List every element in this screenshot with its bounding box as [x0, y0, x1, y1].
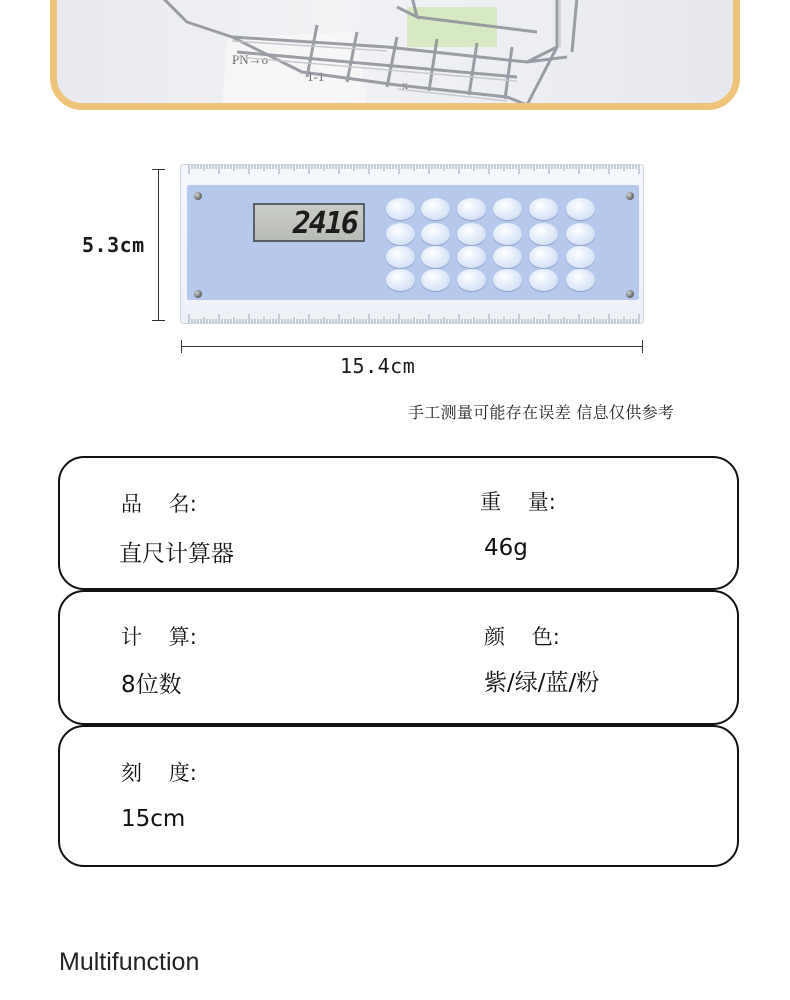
spec-card-compute-color — [58, 590, 739, 725]
calculator-key — [457, 269, 486, 291]
product-photo-card — [50, 0, 740, 110]
svg-text:PN→o: PN→o — [232, 52, 269, 67]
calculator-key — [457, 198, 486, 220]
calculator-key — [421, 223, 450, 245]
width-dimension-line — [181, 346, 643, 347]
screw-icon — [626, 192, 634, 200]
spec-value-compute: 8位数 — [121, 672, 182, 698]
calculator-key — [566, 269, 595, 291]
calculator-key — [386, 269, 415, 291]
spec-value-name: 直尺计算器 — [119, 541, 234, 567]
calculator-display — [253, 203, 365, 242]
calculator-key — [386, 223, 415, 245]
calculator-key — [529, 198, 558, 220]
calculator-key — [421, 246, 450, 268]
spec-label-color: 颜 色: — [484, 625, 560, 649]
calculator-key — [566, 198, 595, 220]
calculator-key — [457, 246, 486, 268]
spec-value-color: 紫/绿/蓝/粉 — [484, 670, 600, 696]
calculator-key — [386, 198, 415, 220]
ruler-scale-top — [181, 165, 644, 183]
display-digits: 2416 — [292, 206, 357, 241]
spec-label-compute: 计 算: — [121, 625, 197, 649]
height-dimension-cap-top — [152, 169, 165, 170]
ruler-scale-bottom — [181, 305, 644, 323]
spec-card-name-weight — [58, 456, 739, 590]
calculator-key — [566, 223, 595, 245]
calculator-key — [493, 198, 522, 220]
measurement-disclaimer: 手工测量可能存在误差 信息仅供参考 — [408, 403, 675, 422]
calculator-key — [493, 269, 522, 291]
spec-value-scale: 15cm — [121, 806, 186, 832]
spec-value-weight: 46g — [484, 535, 528, 561]
spec-label-weight: 重 量: — [480, 490, 556, 514]
height-dimension-line — [158, 169, 159, 320]
calculator-key — [529, 223, 558, 245]
width-dimension-cap-right — [642, 340, 643, 353]
calculator-key — [493, 223, 522, 245]
width-dimension-cap-left — [181, 340, 182, 353]
ruler-calculator — [180, 164, 644, 324]
width-label: 15.4cm — [340, 354, 416, 378]
calculator-key — [529, 269, 558, 291]
calculator-key — [457, 223, 486, 245]
calculator-key — [493, 246, 522, 268]
calculator-key — [421, 198, 450, 220]
height-dimension-cap-bottom — [152, 320, 165, 321]
spec-card-scale — [58, 725, 739, 867]
calculator-key — [421, 269, 450, 291]
calculator-key — [566, 246, 595, 268]
spec-label-scale: 刻 度: — [121, 761, 197, 785]
calculator-key — [529, 246, 558, 268]
screw-icon — [194, 192, 202, 200]
calculator-key — [386, 246, 415, 268]
wire-basket-illustration — [57, 0, 737, 107]
height-label: 5.3cm — [82, 233, 145, 257]
screw-icon — [194, 290, 202, 298]
svg-text:1-1: 1-1 — [307, 69, 325, 84]
section-heading: Multifunction — [59, 948, 200, 976]
screw-icon — [626, 290, 634, 298]
svg-text:x: x — [402, 78, 408, 92]
spec-label-name: 品 名: — [121, 492, 197, 516]
